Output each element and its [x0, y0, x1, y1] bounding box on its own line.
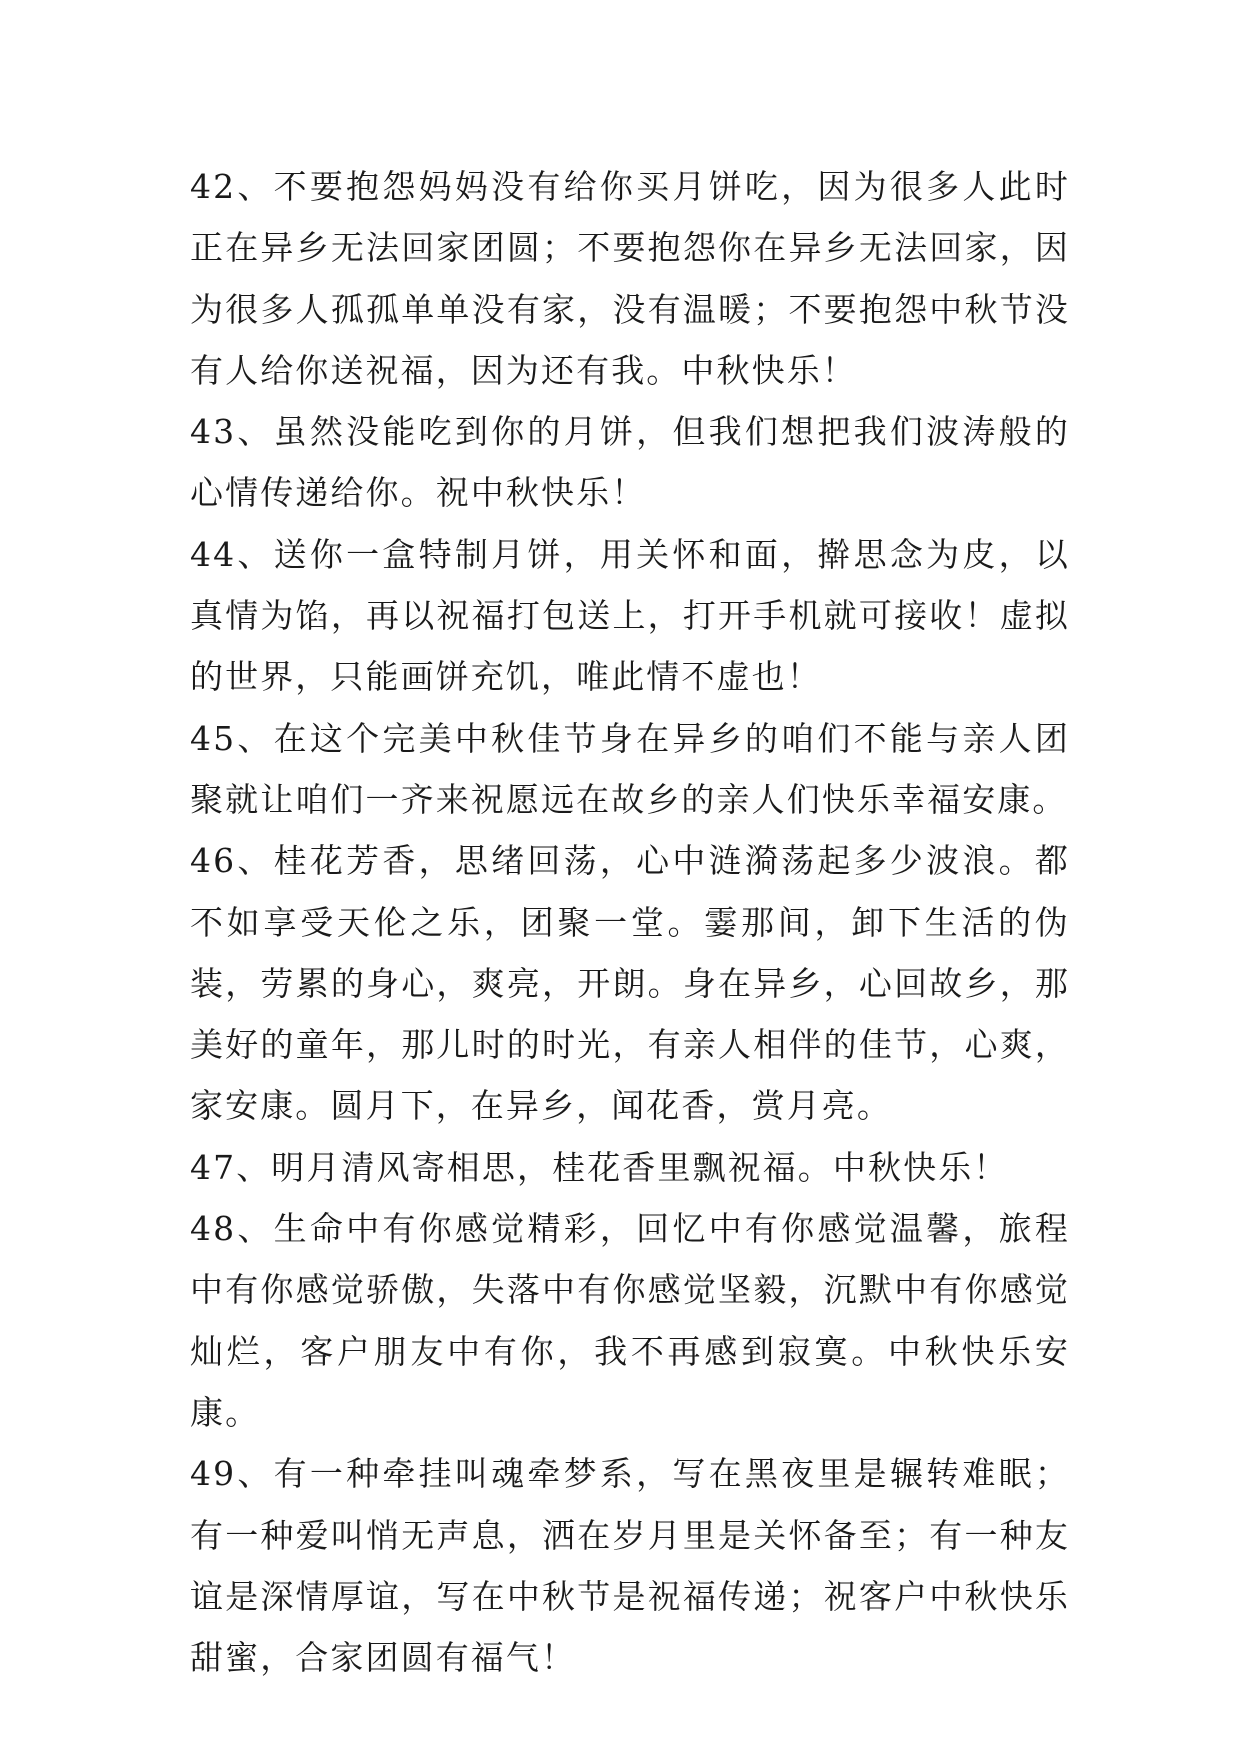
paragraph-44: 44、送你一盒特制月饼，用关怀和面，擀思念为皮，以真情为馅，再以祝福打包送上，打开手机就可接收！虚拟的世界，只能画饼充饥，唯此情不虚也！ — [190, 534, 1070, 697]
paragraph-49: 49、有一种牵挂叫魂牵梦系，写在黑夜里是辗转难眠；有一种爱叫悄无声息，洒在岁月里是关怀备至；有一种友谊是深情厚谊，写在中秋节是祝福传递；祝客户中秋快乐甜蜜，合家团圆有福气！ — [190, 1454, 1070, 1678]
paragraph-47: 47、明月清风寄相思，桂花香里飘祝福。中秋快乐！ — [190, 1147, 1009, 1187]
paragraph-42: 42、不要抱怨妈妈没有给你买月饼吃，因为很多人此时正在异乡无法回家团圆；不要抱怨你在异乡无法回家，因为很多人孤孤单单没有家，没有温暖；不要抱怨中秋节没有人给你送祝福，因为还有我。中秋快乐！ — [190, 167, 1070, 390]
paragraph-45: 45、在这个完美中秋佳节身在异乡的咱们不能与亲人团聚就让咱们一齐来祝愿远在故乡的亲人们快乐幸福安康。 — [190, 718, 1070, 819]
paragraph-48: 48、生命中有你感觉精彩，回忆中有你感觉温馨，旅程中有你感觉骄傲，失落中有你感觉坚毅，沉默中有你感觉灿烂，客户朋友中有你，我不再感到寂寞。中秋快乐安康。 — [190, 1209, 1070, 1432]
paragraph-43: 43、虽然没能吃到你的月饼，但我们想把我们波涛般的心情传递给你。祝中秋快乐！ — [190, 412, 1070, 513]
paragraph-46: 46、桂花芳香，思绪回荡，心中涟漪荡起多少波浪。都不如享受天伦之乐，团聚一堂。霎那间，卸下生活的伪装，劳累的身心，爽亮，开朗。身在异乡，心回故乡，那美好的童年，那儿时的时光，有亲人相伴的佳节，心爽，家安康。圆月下，在异乡，闻花香，赏月亮。 — [190, 841, 1070, 1126]
document-body — [190, 156, 1070, 1688]
